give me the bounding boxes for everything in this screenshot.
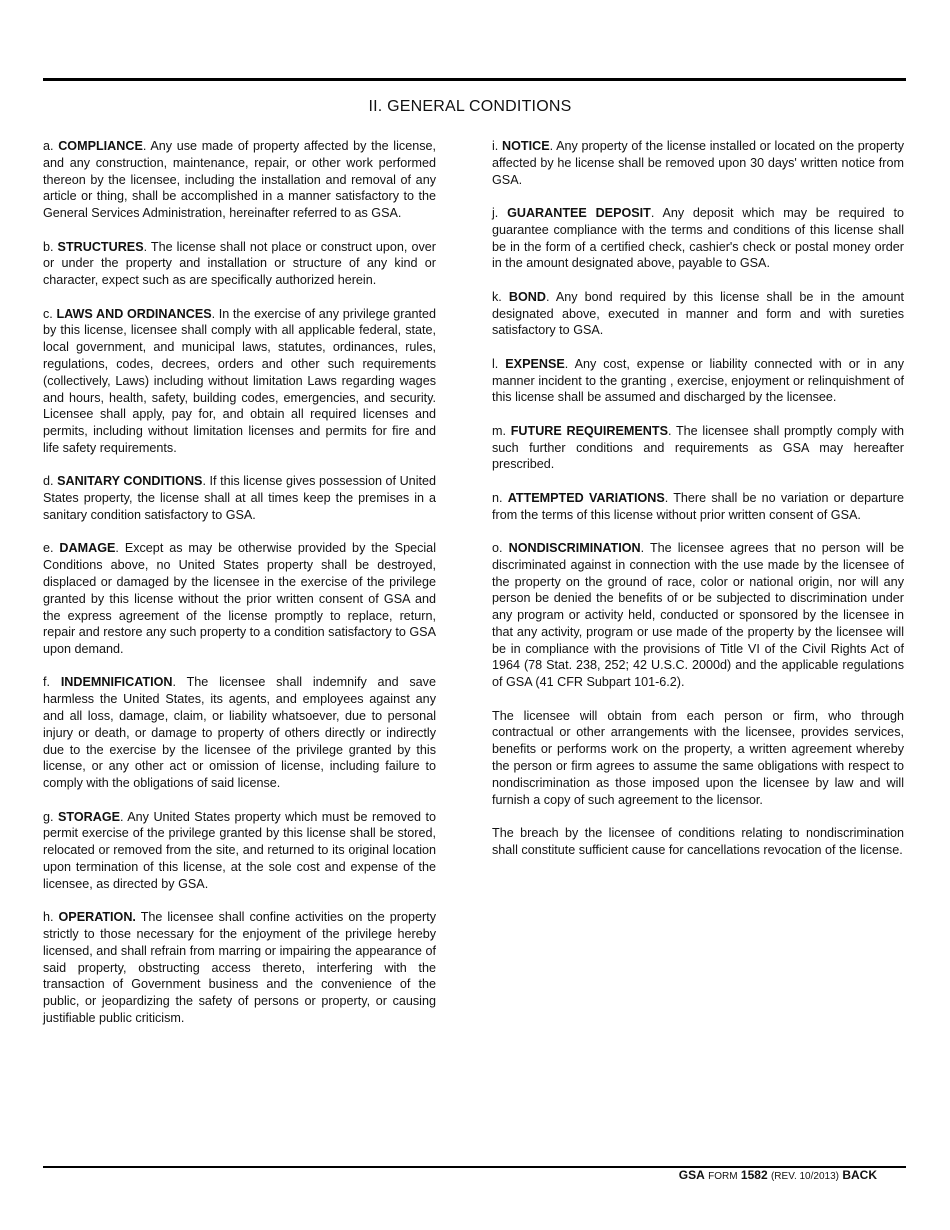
condition-heading: BOND <box>508 289 546 304</box>
condition-heading: ATTEMPTED VARIATIONS <box>507 490 665 505</box>
top-rule <box>43 78 906 81</box>
condition-paragraph: i. NOTICE. Any property of the license installed or located on the property affected by he license shall be removed upon 30 days' written notice from GSA. <box>492 139 904 187</box>
condition-heading: EXPENSE <box>505 356 565 371</box>
footer-form-word: FORM <box>708 1171 738 1182</box>
condition-paragraph: g. STORAGE. Any United States property which must be removed to permit exercise of the privilege granted by this license shall be stored, relocated or removed from the site, and returned to its original location upon termination of this license, at the sole cost and expense of the licensee, as directed by GSA. <box>43 809 436 891</box>
condition-paragraph: k. BOND. Any bond required by this license shall be in the amount designated above, executed in manner and form and with sureties satisfactory to GSA. <box>492 289 904 338</box>
condition-heading: NONDISCRIMINATION <box>508 540 641 555</box>
condition-heading: COMPLIANCE <box>58 139 143 153</box>
condition-heading: STORAGE <box>57 809 121 824</box>
condition-paragraph: m. FUTURE REQUIREMENTS. The licensee shall promptly comply with such further conditions and requirements as GSA may hereafter prescribed. <box>492 423 904 472</box>
footer-agency: GSA <box>678 1168 705 1182</box>
condition-heading: NOTICE <box>502 139 550 153</box>
footer-form-number: 1582 <box>740 1168 768 1182</box>
form-footer <box>679 1168 877 1182</box>
condition-paragraph: l. EXPENSE. Any cost, expense or liability connected with or in any manner incident to the granting , exercise, enjoyment or relinquishment of this license shall be assumed and discharged by the licensee. <box>492 356 905 405</box>
condition-paragraph: b. STRUCTURES. The license shall not place or construct upon, over or under the property and installation or structure of any kind or character, expect such as are specifically authorized herein. <box>43 239 436 288</box>
condition-heading: INDEMNIFICATION <box>60 675 173 690</box>
footer-revision: (REV. 10/2013) <box>770 1171 839 1182</box>
condition-heading: FUTURE REQUIREMENTS <box>510 423 668 438</box>
condition-paragraph: d. SANITARY CONDITIONS. If this license gives possession of United States property, the license shall at all times keep the premises in a sanitary condition satisfactory to GSA. <box>43 474 436 522</box>
condition-paragraph: The breach by the licensee of conditions relating to nondiscrimination shall constitute sufficient cause for cancellations revocation of the license. <box>492 826 904 857</box>
section-title: II. GENERAL CONDITIONS <box>368 98 572 115</box>
condition-paragraph: f. INDEMNIFICATION. The licensee shall indemnify and save harmless the United States, its agents, and employees against any and all loss, damage, claim, or liability whatsoever, due to personal injury or death, or damage to property of others directly or indirectly due to the exercise by the licensee of the privilege granted by this license, or any other act or omission of license, including failure to comply with the obligations of said license. <box>43 675 436 791</box>
right-column <box>492 138 904 875</box>
condition-paragraph: The licensee will obtain from each person or firm, who through contractual or other arrangements with the licensee, provides services, benefits or performs work on the property, a written agreement whereby the person or firm agrees to assume the same obligations with respect to nondiscrimination as those imposed upon the licensee by law and will furnish a copy of such agreement to the licensor. <box>492 708 904 807</box>
condition-heading: GUARANTEE DEPOSIT <box>507 205 651 220</box>
footer-side: BACK <box>842 1168 877 1182</box>
condition-heading: DAMAGE <box>59 541 116 556</box>
left-column <box>43 138 436 1043</box>
condition-paragraph: h. OPERATION. The licensee shall confine activities on the property strictly to those necessary for the enjoyment of the privilege hereby licensed, and shall refrain from marring or impairing the appearance of said property, obstructing access thereto, interfering with the transaction of Government business and the convenience of the public, or jeopardizing the safety of persons or property, or causing justifiable public criticism. <box>43 910 436 1026</box>
condition-paragraph: e. DAMAGE. Except as may be otherwise provided by the Special Conditions above, no United States property shall be destroyed, displaced or damaged by the licensee in the exercise of the privilege granted by this license without the prior written consent of GSA and the express agreement of the license promptly to replace, return, repair and restore any such property to a condition satisfactory to GSA upon demand. <box>43 541 436 657</box>
condition-heading: OPERATION. <box>58 910 136 925</box>
condition-heading: LAWS AND ORDINANCES <box>56 306 212 321</box>
condition-heading: STRUCTURES <box>57 239 144 254</box>
condition-paragraph: a. COMPLIANCE. Any use made of property affected by the license, and any construction, maintenance, repair, or other work performed thereon by the licensee, including the installation and removal of any article or thing, shall be accomplished in a manner satisfactory to the General Services Administration, hereinafter referred to as GSA. <box>43 139 436 221</box>
condition-paragraph: j. GUARANTEE DEPOSIT. Any deposit which may be required to guarantee compliance with the terms and conditions of this license shall be in the form of a certified check, cashier's check or postal money order in the amount designated above, payable to GSA. <box>492 205 905 271</box>
condition-paragraph: o. NONDISCRIMINATION. The licensee agrees that no person will be discriminated against in connection with the use made by the licensee of the property on the ground of race, color or national origin, nor will any person be denied the benefits of or be subjected to discrimination under any program or activity held, conducted or sponsored by the licensee in that any activity, program or use made of the property by the licensee will be in compliance with the provisions of Title VI of the Civil Rights Act of 1964 (78 Stat. 238, 252; 42 U.S.C. 2000d) and the applicable regulations of GSA (41 CFR Subpart 101-6.2). <box>492 540 904 690</box>
condition-paragraph: c. LAWS AND ORDINANCES. In the exercise of any privilege granted by this license, licensee shall comply with all applicable federal, state, local government, and municipal laws, statutes, ordinances, rules, regulations, codes, decrees, orders and other such requirements (collectively, Laws) including without limitation Laws regarding wages and hours, health, safety, building codes, emergencies, and security. Licensee shall apply, pay for, and obtain all required licenses and permits, including without limitation licenses and permits for fire and life safety requirements. <box>43 306 437 455</box>
condition-heading: SANITARY CONDITIONS <box>57 474 203 489</box>
condition-paragraph: n. ATTEMPTED VARIATIONS. There shall be no variation or departure from the terms of this license without prior written consent of GSA. <box>492 490 904 522</box>
